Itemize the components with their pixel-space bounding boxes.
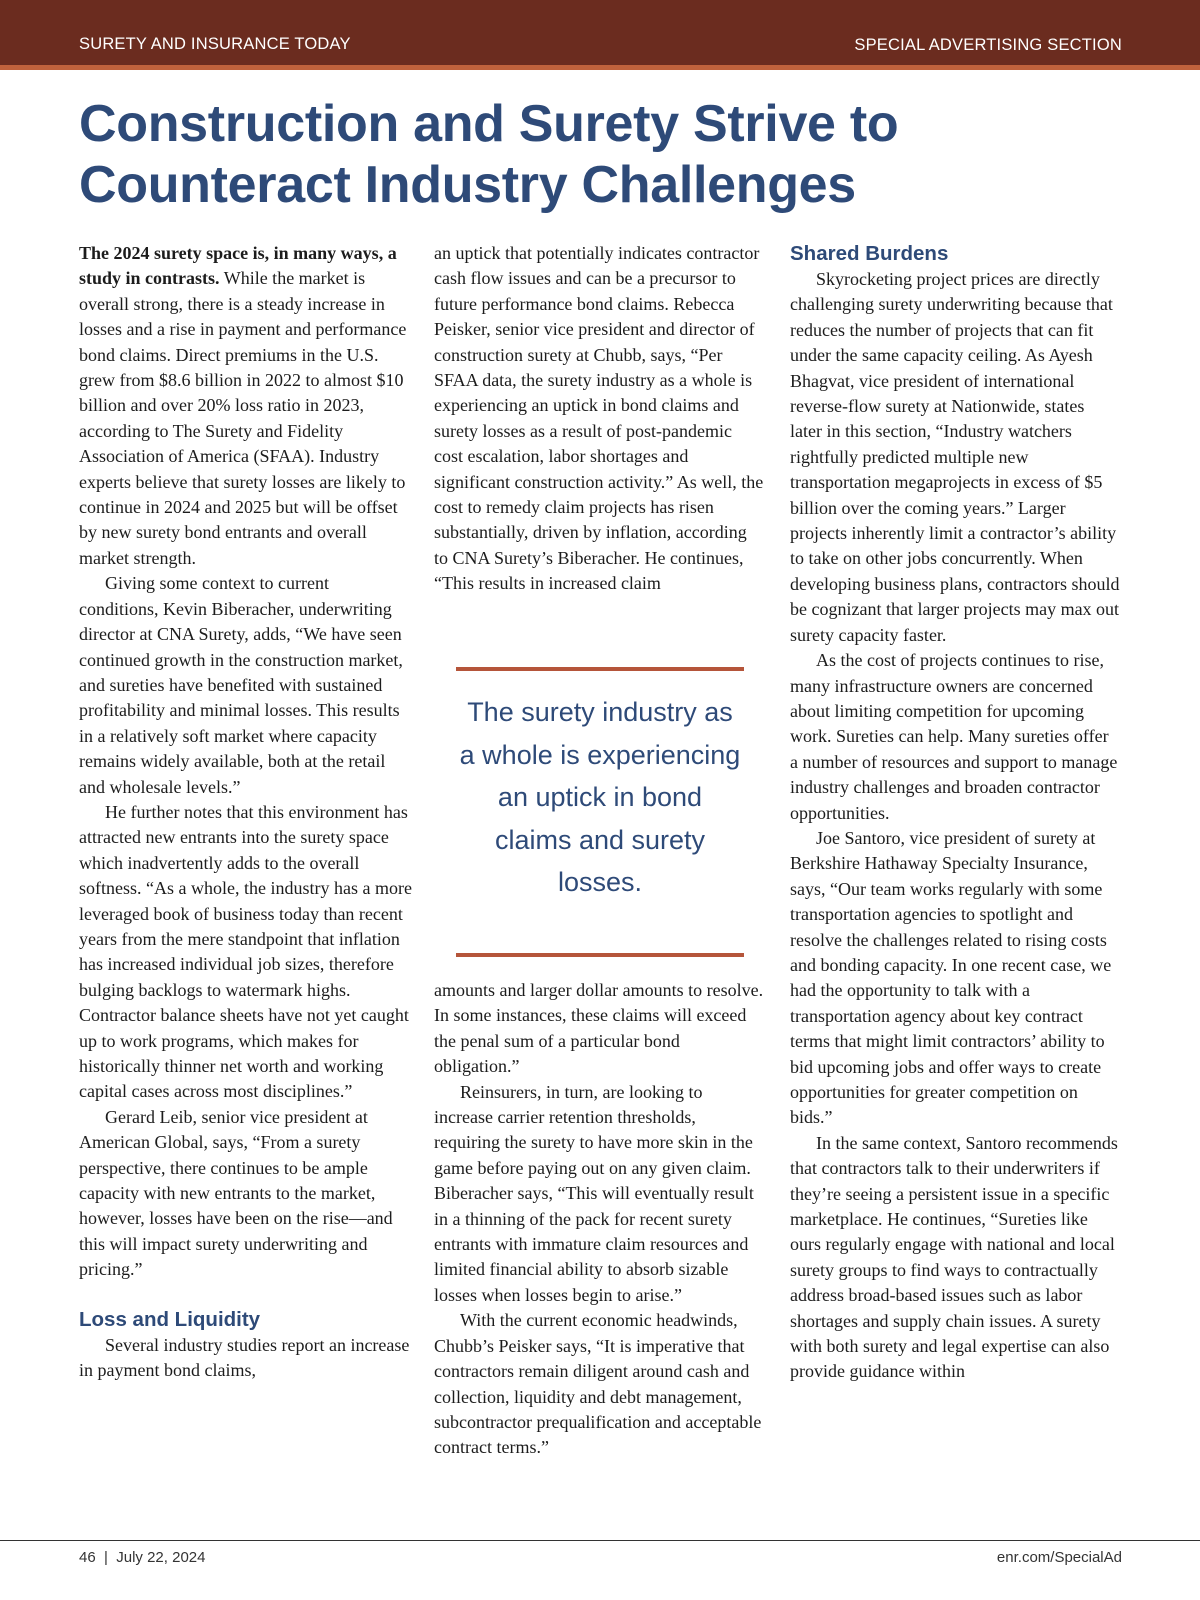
subhead-loss-and-liquidity: Loss and Liquidity <box>79 1307 261 1331</box>
paragraph: As the cost of projects continues to rise, many infrastructure owners are concerned about limiting competition for upcoming work. Sureties can help. Many sureties offer a number of resources and support to manage industry challenges and broaden contractor opportunities. <box>790 650 1118 823</box>
lead-bold-text: The 2024 surety space is, in many ways, a study in contrasts. <box>79 243 397 289</box>
footer-page-date: 46 | July 22, 2024 <box>79 1549 206 1566</box>
section-label: SPECIAL ADVERTISING SECTION <box>854 36 1122 54</box>
paragraph: Skyrocketing project prices are directly challenging surety underwriting because that reduces the number of projects that can fit under the same capacity ceiling. As Ayesh Bhagvat, vice president of international reverse-flow surety at Nationwide, states later in this section, “Industry watchers rightfully predicted multiple new transportation megaprojects in excess of $5 billion over the coming years.” Larger projects inherently limit a contractor’s ability to take on other jobs concurrently. When developing business plans, contractors should be cognizant that larger projects may max out surety capacity faster. <box>790 269 1120 645</box>
paragraph: Joe Santoro, vice president of surety at Berkshire Hathaway Specialty Insurance, says, “Our team works regularly with some transportation agencies to spotlight and resolve the challenges related to rising costs and bonding capacity. In one recent case, we had the opportunity to talk with a transportation agency about key contract terms that might limit contractors’ ability to bid upcoming jobs and offer ways to create opportunities for greater competition on bids.” <box>790 827 1112 1128</box>
lead-body-text: While the market is overall strong, there is a steady increase in losses and a rise in payment and performance bond claims. Direct premiums in the U.S. grew from $8.6 billion in 2022 to almost $10 billion and over 20% loss ratio in 2023, according to The Surety and Fidelity Association of America (SFAA). Industry experts believe that surety losses are likely to continue in 2024 and 2025 but will be offset by new surety bond entrants and overall market strength. <box>79 268 407 568</box>
paragraph: Giving some context to current conditions, Kevin Biberacher, underwriting director at CNA Surety, adds, “We have seen continued growth in the construction market, and sureties have benefited with sustained profitability and minimal losses. This results in a relatively soft market where capacity remains widely available, both at the retail and wholesale levels.” <box>79 573 403 797</box>
paragraph: Several industry studies report an increase in payment bond claims, <box>79 1334 410 1381</box>
footer-url: enr.com/SpecialAd <box>996 1549 1122 1566</box>
subhead-shared-burdens: Shared Burdens <box>790 242 949 265</box>
paragraph: Reinsurers, in turn, are looking to increase carrier retention thresholds, requiring the surety to have more skin in the game before paying out on any given claim. Biberacher says, “This will eventually result in a thinning of the pack for recent surety entrants with immature claim resources and limited financial ability to absorb sizable losses when losses begin to arise.” <box>434 1081 754 1305</box>
paragraph: He further notes that this environment has attracted new entrants into the surety space which inadvertently adds to the overall softness. “As a whole, the industry has a more leveraged book of business today than recent years from the mere standpoint that inflation has increased individual job sizes, therefore bulging backlogs to watermark highs. Contractor balance sheets have not yet caught up to work programs, which makes for historically thinner net worth and working capital cases across most disciplines.” <box>79 801 412 1102</box>
top-banner <box>0 0 1200 65</box>
article-headline: Construction and Surety Strive to Counteract Industry Challenges <box>79 95 899 214</box>
pull-quote-text: The surety industry as a whole is experiencing an uptick in bond claims and surety losses. <box>459 697 741 897</box>
column-3 <box>790 241 1120 1385</box>
publication-name: SURETY AND INSURANCE TODAY <box>79 35 351 53</box>
column-2-bottom <box>434 978 764 1461</box>
column-2-top <box>434 241 764 597</box>
footer-rule <box>0 1540 1200 1541</box>
pull-quote <box>456 667 744 957</box>
paragraph: amounts and larger dollar amounts to resolve. In some instances, these claims will exceed the penal sum of a particular bond obligation.” <box>434 980 764 1077</box>
column-1 <box>79 241 412 1383</box>
lead-paragraph <box>79 241 412 571</box>
paragraph: an uptick that potentially indicates contractor cash flow issues and can be a precursor to future performance bond claims. Rebecca Peisker, senior vice president and director of construction surety at Chubb, says, “Per SFAA data, the surety industry as a whole is experiencing an uptick in bond claims and surety losses as a result of post-pandemic cost escalation, labor shortages and significant construction activity.” As well, the cost to remedy claim projects has risen substantially, driven by inflation, according to CNA Surety’s Biberacher. He continues, “This results in increased claim <box>434 243 764 594</box>
paragraph: Gerard Leib, senior vice president at American Global, says, “From a surety perspective, there continues to be ample capacity with new entrants to the market, however, losses have been on the rise—and this will impact surety underwriting and pricing.” <box>79 1106 393 1280</box>
banner-accent-rule <box>0 65 1200 70</box>
paragraph: In the same context, Santoro recommends that contractors talk to their underwriters if they’re seeing a persistent issue in a specific marketplace. He continues, “Sureties like ours regularly engage with national and local surety groups to find ways to contractually address broad-based issues such as labor shortages and supply chain issues. A surety with both surety and legal expertise can also provide guidance within <box>790 1132 1118 1382</box>
paragraph: With the current economic headwinds, Chubb’s Peisker says, “It is imperative that contractors remain diligent around cash and collection, liquidity and debt management, subcontractor prequalification and acceptable contract terms.” <box>434 1310 762 1458</box>
